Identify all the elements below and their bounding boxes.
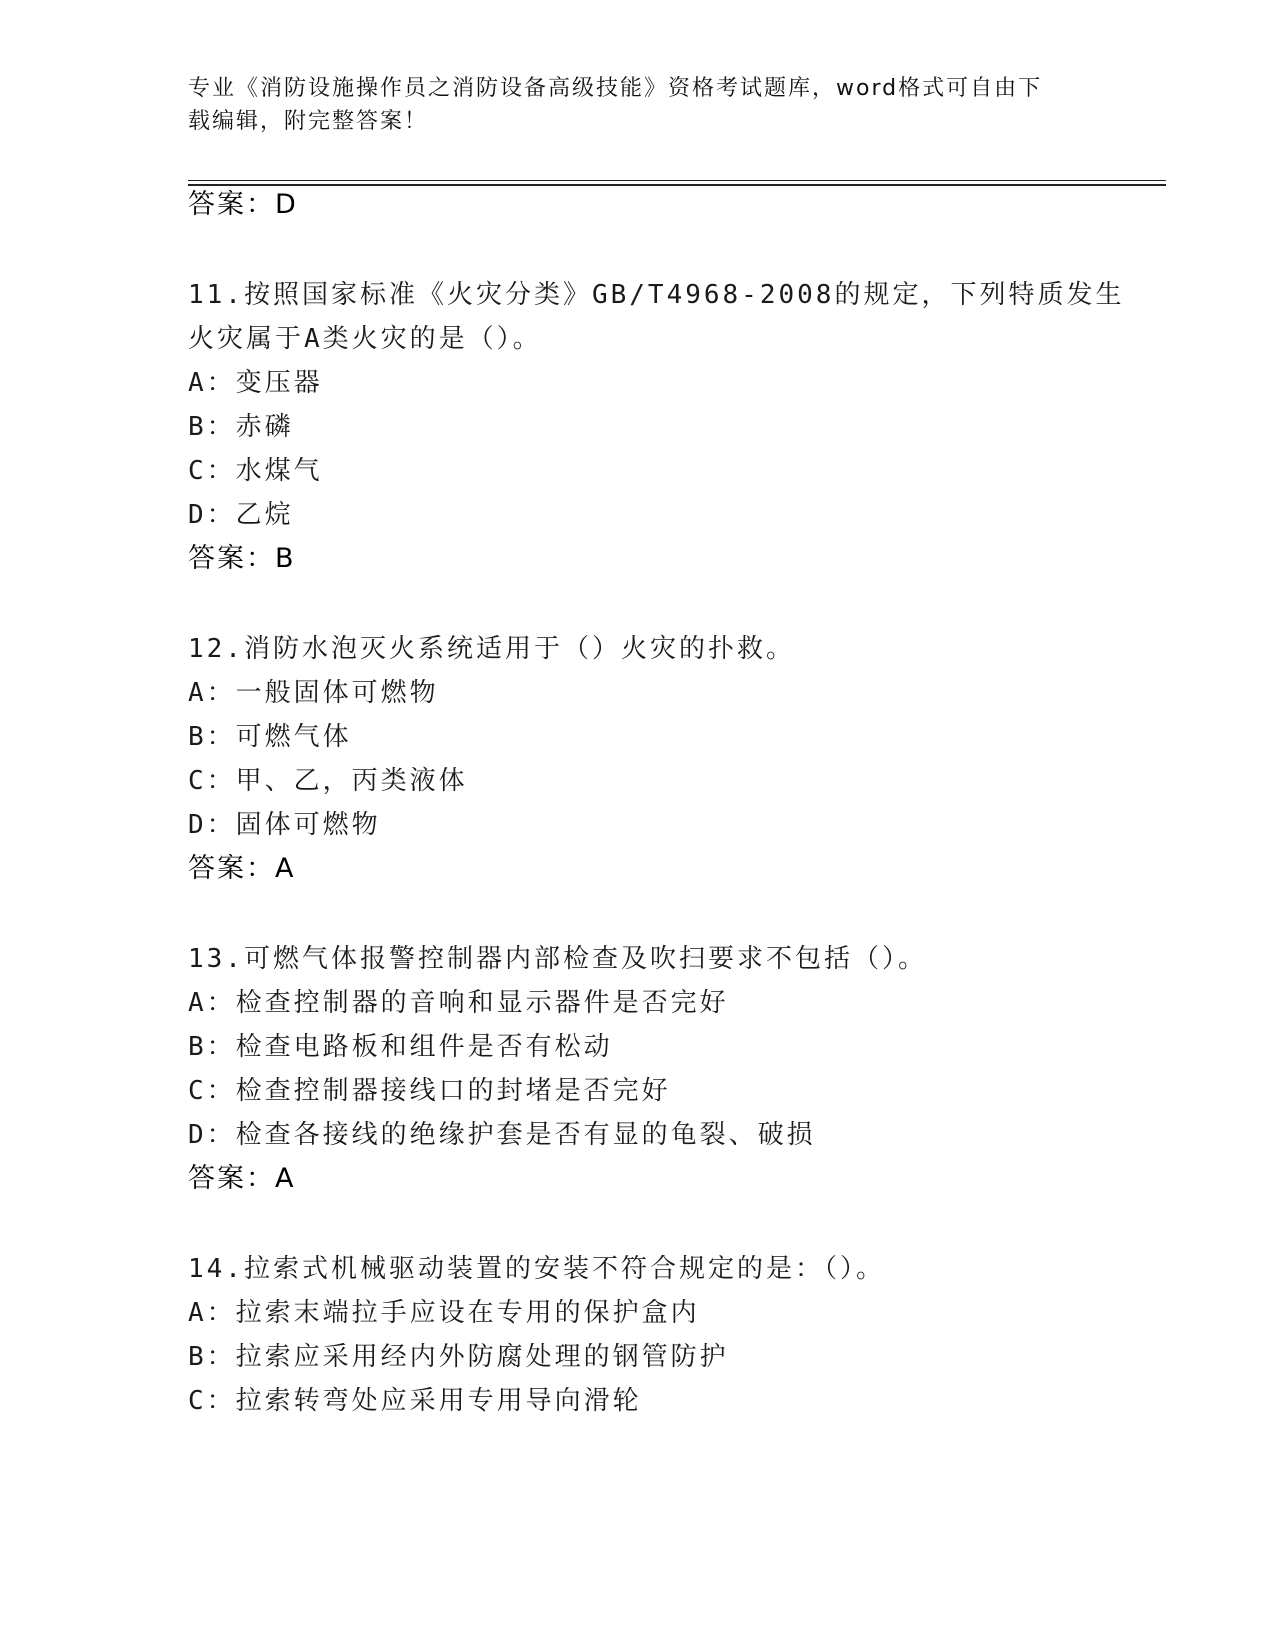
question-14-option-a: A：拉索末端拉手应设在专用的保护盒内 [188,1298,700,1328]
question-13-option-d: D：检查各接线的绝缘护套是否有显的龟裂、破损 [188,1120,816,1150]
header-divider-thick [188,184,1166,186]
question-11-option-a: A：变压器 [188,368,323,398]
question-13-option-b: B：检查电路板和组件是否有松动 [188,1032,613,1062]
header-line-2: 载编辑，附完整答案！ [188,109,429,134]
header-line-1: 专业《消防设施操作员之消防设备高级技能》资格考试题库，word格式可自由下 [188,76,1043,101]
question-14-option-b: B：拉索应采用经内外防腐处理的钢管防护 [188,1342,729,1372]
question-12-option-d: D：固体可燃物 [188,810,381,840]
question-12-stem-line-1: 12.消防水泡灭火系统适用于（）火灾的扑救。 [188,634,795,664]
question-14-stem-line-1: 14.拉索式机械驱动装置的安装不符合规定的是：（）。 [188,1254,885,1284]
question-12-option-a: A：一般固体可燃物 [188,678,439,708]
question-12-option-c: C：甲、乙，丙类液体 [188,766,468,796]
question-12-option-b: B：可燃气体 [188,722,352,752]
header-divider-thin [188,180,1166,181]
question-13-option-a: A：检查控制器的音响和显示器件是否完好 [188,988,729,1018]
prev-answer: 答案：D [188,189,298,220]
question-12-answer: 答案：A [188,853,296,884]
question-13-answer: 答案：A [188,1163,296,1194]
question-13-option-c: C：检查控制器接线口的封堵是否完好 [188,1076,671,1106]
question-11-stem-line-1: 11.按照国家标准《火灾分类》GB/T4968-2008的规定，下列特质发生 [188,280,1125,310]
question-13-stem-line-1: 13.可燃气体报警控制器内部检查及吹扫要求不包括（）。 [188,944,927,974]
document-header [188,72,1088,138]
question-11-stem-line-2: 火灾属于A类火灾的是（）。 [188,324,542,354]
question-14-option-c: C：拉索转弯处应采用专用导向滑轮 [188,1386,642,1416]
question-11-option-b: B：赤磷 [188,412,294,442]
question-11-option-d: D：乙烷 [188,500,294,530]
question-11-option-c: C：水煤气 [188,456,323,486]
question-11-answer: 答案：B [188,543,296,574]
